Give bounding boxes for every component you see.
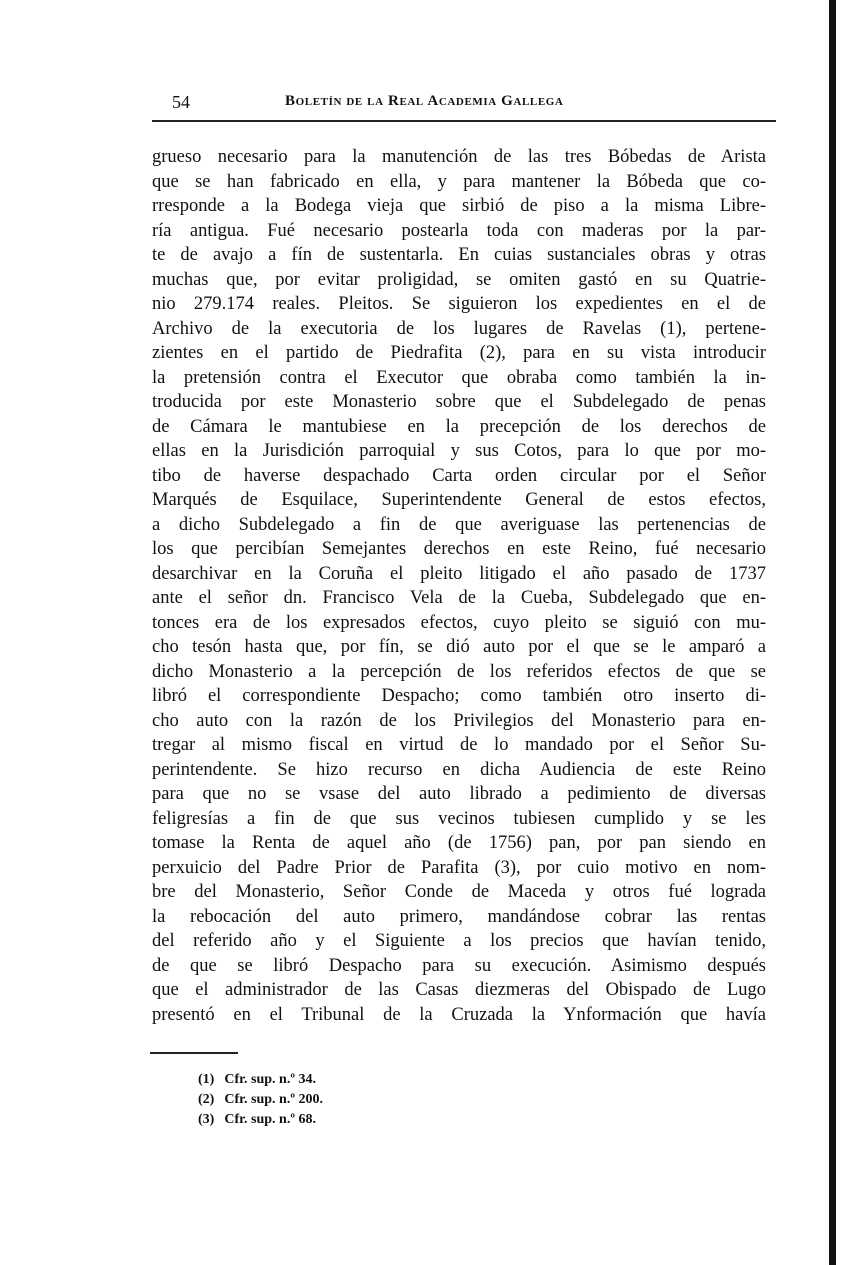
text-line: ellas en la Jurisdición parroquial y sus Cotos, para lo que por mo- <box>152 441 766 461</box>
text-line: bre del Monasterio, Señor Conde de Maceda y otros fué lograda <box>152 882 766 902</box>
text-line: troducida por este Monasterio sobre que el Subdelegado de penas <box>152 392 766 412</box>
text-line: a dicho Subdelegado a fin de que averiguase las pertenencias de <box>152 514 766 535</box>
footnote-mark: (3) <box>198 1112 215 1127</box>
text-line: cho tesón hasta que, por fín, se dió auto por el que se le amparó a <box>152 637 766 657</box>
text-line: presentó en el Tribunal de la Cruzada la Ynformación que havía <box>152 1004 766 1025</box>
text-line: tomase la Renta de aquel año (de 1756) pan, por pan siendo en <box>152 833 766 853</box>
text-line: dicho Monasterio a la percepción de los referidos efectos de que se <box>152 661 766 682</box>
text-line: los que percibían Semejantes derechos en este Reino, fué necesario <box>152 539 766 559</box>
text-line: zientes en el partido de Piedrafita (2), para en su vista introducir <box>152 343 766 363</box>
text-line: ante el señor dn. Francisco Vela de la Cueba, Subdelegado que en- <box>152 588 766 608</box>
text-line: la pretensión contra el Executor que obraba como también la in- <box>152 367 766 388</box>
text-line: muchas que, por evitar proligidad, se omiten gastó en su Quatrie- <box>152 269 766 290</box>
text-line: que el administrador de las Casas diezmeras del Obispado de Lugo <box>152 980 766 1000</box>
text-line: de Cámara le mantubiese en la precepción de los derechos de <box>152 416 766 437</box>
text-line: tibo de haverse despachado Carta orden circular por el Señor <box>152 465 766 486</box>
running-title: Boletín de la Real Academia Gallega <box>285 93 564 109</box>
text-line: feligresías a fin de que sus vecinos tubiesen cumplido y se les <box>152 808 766 829</box>
scan-edge-bar <box>829 0 836 1265</box>
page-number: 54 <box>172 92 190 112</box>
header-rule <box>152 120 776 122</box>
footnote-mark: (2) <box>198 1092 215 1107</box>
text-line: de que se libró Despacho para su execución. Asimismo después <box>152 955 766 976</box>
text-line: perintendente. Se hizo recurso en dicha Audiencia de este Reino <box>152 759 766 780</box>
text-line: tonces era de los expresados efectos, cuyo pleito se siguió con mu- <box>152 612 766 633</box>
footnote-text: Cfr. sup. n.º 200. <box>224 1092 323 1107</box>
text-line: nio 279.174 reales. Pleitos. Se siguieron los expedientes en el de <box>152 294 766 314</box>
footnotes <box>198 1070 333 1130</box>
text-line: tregar al mismo fiscal en virtud de lo mandado por el Señor Su- <box>152 735 766 755</box>
text-line: Marqués de Esquilace, Superintendente General de estos efectos, <box>152 490 766 510</box>
text-line: desarchivar en la Coruña el pleito litigado el año pasado de 1737 <box>152 563 766 584</box>
text-line: rresponde a la Bodega vieja que sirbió de piso a la misma Libre- <box>152 196 766 216</box>
text-line: que se han fabricado en ella, y para mantener la Bóbeda que co- <box>152 171 766 192</box>
text-line: libró el correspondiente Despacho; como también otro inserto di- <box>152 686 766 706</box>
footnote-mark: (1) <box>198 1072 215 1087</box>
footnote-text: Cfr. sup. n.º 68. <box>224 1112 316 1127</box>
text-line: ría antigua. Fué necesario postearla toda con maderas por la par- <box>152 220 766 241</box>
footnote <box>198 1070 333 1090</box>
footnote <box>198 1090 333 1110</box>
text-line: te de avajo a fín de sustentarla. En cuias sustanciales obras y otras <box>152 245 766 265</box>
text-line: grueso necesario para la manutención de las tres Bóbedas de Arista <box>152 147 766 167</box>
body-text <box>152 145 766 1027</box>
text-line: del referido año y el Siguiente a los precios que havían tenido, <box>152 931 766 951</box>
text-line: Archivo de la executoria de los lugares de Ravelas (1), pertene- <box>152 318 766 339</box>
footnote-rule <box>150 1052 238 1054</box>
footnote <box>198 1110 333 1130</box>
text-line: para que no se vsase del auto librado a pedimiento de diversas <box>152 784 766 804</box>
text-line: cho auto con la razón de los Privilegios del Monasterio para en- <box>152 710 766 731</box>
text-line: la rebocación del auto primero, mandándose cobrar las rentas <box>152 906 766 927</box>
text-line: perxuicio del Padre Prior de Parafita (3), por cuio motivo en nom- <box>152 857 766 878</box>
footnote-text: Cfr. sup. n.º 34. <box>224 1072 316 1087</box>
